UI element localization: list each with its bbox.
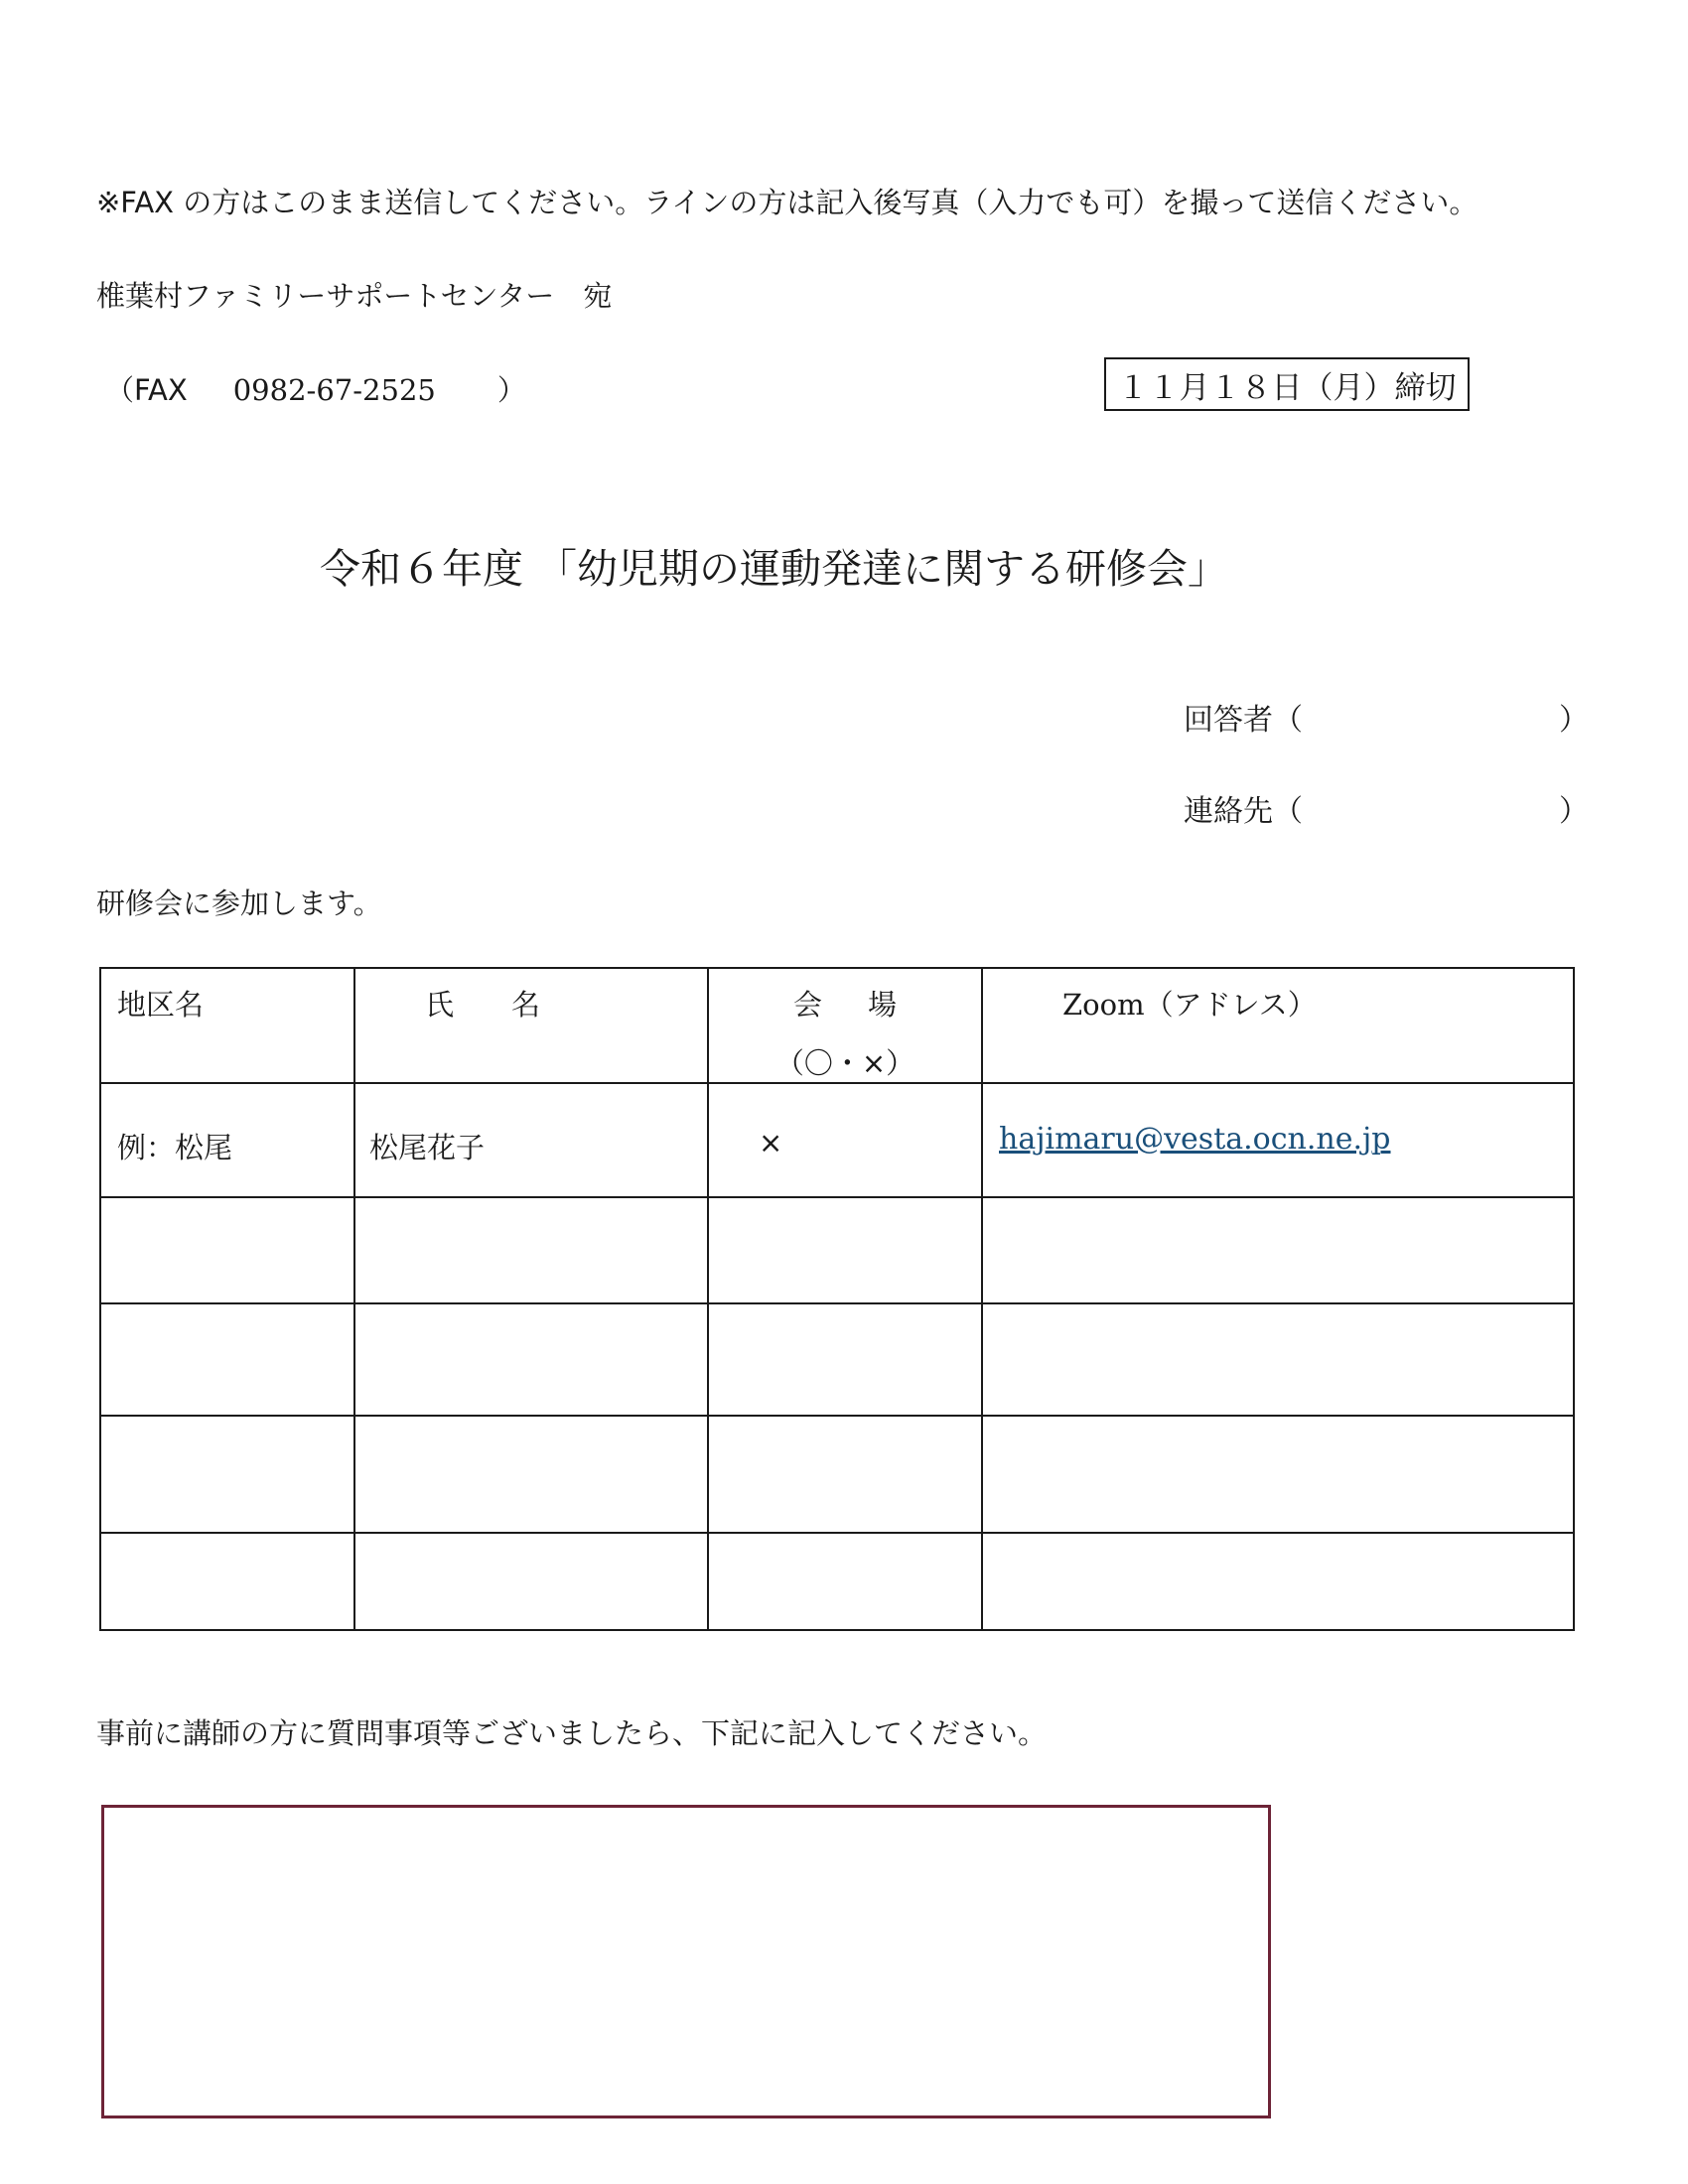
participation-statement: 研修会に参加します。 [96, 887, 382, 920]
fax-open-label: （FAX [105, 373, 188, 407]
example-email-link[interactable]: hajimaru@vesta.ocn.ne.jp [999, 1122, 1391, 1157]
header-zoom: Zoom（アドレス） [982, 968, 1574, 1083]
header-district: 地区名 [100, 968, 354, 1083]
question-prompt: 事前に講師の方に質問事項等ございましたら、下記に記入してください。 [96, 1716, 1048, 1750]
example-zoom-cell[interactable] [982, 1083, 1574, 1197]
venue-cell[interactable] [708, 1197, 982, 1303]
zoom-cell[interactable] [982, 1533, 1574, 1630]
table-row [100, 1197, 1574, 1303]
registration-table [99, 967, 1575, 1631]
venue-cell[interactable] [708, 1533, 982, 1630]
fax-line-instruction: ※FAX の方はこのまま送信してください。ラインの方は記入後写真（入力でも可）を撮って送信ください。 [96, 186, 1478, 219]
fax-close-paren: ） [496, 373, 526, 407]
example-district-cell[interactable]: 例：松尾 [100, 1083, 354, 1197]
venue-cell[interactable] [708, 1416, 982, 1533]
name-cell[interactable] [354, 1533, 708, 1630]
contact-label: 連絡先（ [1184, 794, 1303, 829]
respondent-label: 回答者（ [1184, 703, 1303, 738]
example-name-cell[interactable]: 松尾花子 [354, 1083, 708, 1197]
zoom-cell[interactable] [982, 1197, 1574, 1303]
name-cell[interactable] [354, 1416, 708, 1533]
respondent-close-paren[interactable]: ） [1559, 703, 1589, 738]
table-row-example [100, 1083, 1574, 1197]
table-row [100, 1416, 1574, 1533]
district-cell[interactable] [100, 1416, 354, 1533]
table-row [100, 1303, 1574, 1416]
zoom-cell[interactable] [982, 1303, 1574, 1416]
name-cell[interactable] [354, 1303, 708, 1416]
zoom-cell[interactable] [982, 1416, 1574, 1533]
deadline-box: １１月１８日（月）締切 [1104, 357, 1470, 411]
contact-close-paren[interactable]: ） [1559, 794, 1589, 829]
district-cell[interactable] [100, 1197, 354, 1303]
fax-number-line [105, 368, 526, 409]
district-cell[interactable] [100, 1303, 354, 1416]
venue-cell[interactable] [708, 1303, 982, 1416]
header-venue: 会 場 （〇・×） [708, 968, 982, 1083]
table-header-row [100, 968, 1574, 1083]
header-name: 氏 名 [354, 968, 708, 1083]
name-cell[interactable] [354, 1197, 708, 1303]
example-venue-cell[interactable]: × [708, 1083, 982, 1197]
table-row [100, 1533, 1574, 1630]
district-cell[interactable] [100, 1533, 354, 1630]
recipient-line: 椎葉村ファミリーサポートセンター 宛 [96, 279, 613, 313]
question-input-box[interactable] [101, 1805, 1271, 2118]
fax-number: 0982-67-2525 [232, 373, 436, 407]
document-title: 令和６年度 「幼児期の運動発達に関する研修会」 [320, 545, 1229, 593]
